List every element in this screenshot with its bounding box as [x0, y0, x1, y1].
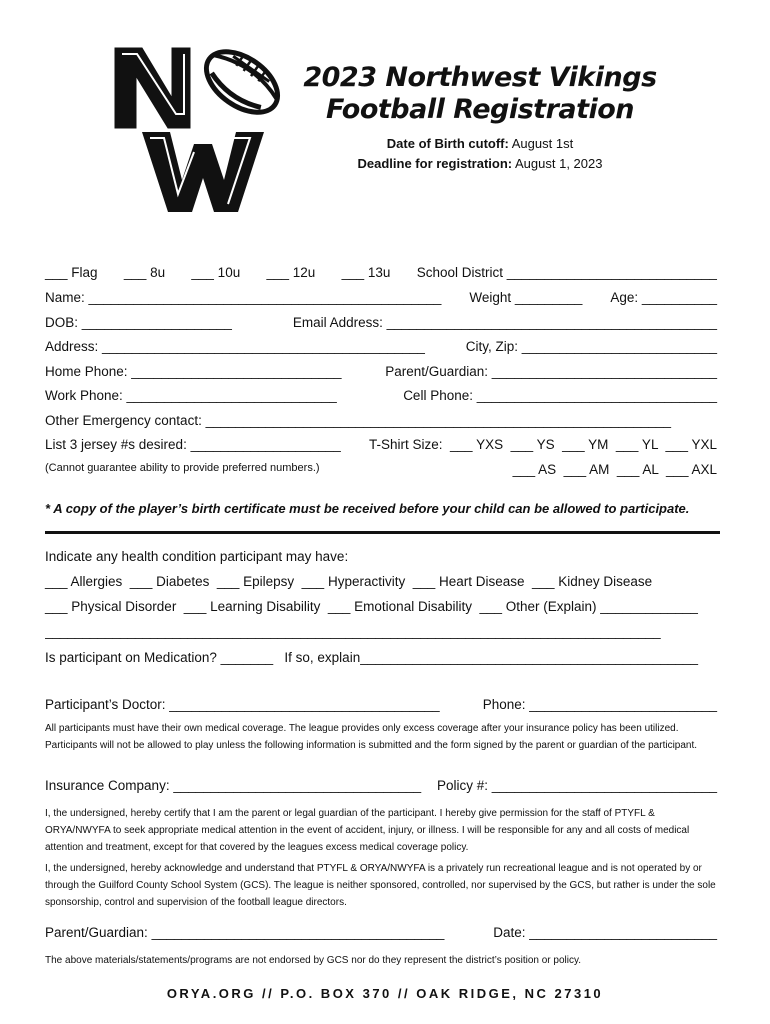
address-row — [45, 339, 717, 354]
medication-row — [45, 650, 717, 665]
deadline-label: Deadline for registration: — [357, 156, 513, 171]
medication-field[interactable]: Is participant on Medication? _______ If so, explain_____________________________________________ — [45, 650, 699, 665]
parent-guardian-field[interactable]: Parent/Guardian: ______________________________ — [385, 364, 717, 379]
8u-option[interactable]: ___ 8u — [123, 265, 166, 280]
email-field[interactable]: Email Address: ____________________________________________ — [292, 315, 717, 330]
signature-row — [45, 925, 717, 940]
footer-contact: ORYA.ORG // P.O. BOX 370 // OAK RIDGE, NC 27310 — [166, 986, 604, 1001]
coverage-paragraph: All participants must have their own medical coverage. The league provides only excess coverage after your insurance policy has been utilized. Participants will not be allowed to play unless the following information is submitted and the form signed by the parent or guardian of the participant. — [45, 723, 698, 751]
health-conditions-2[interactable]: ___ Physical Disorder ___ Learning Disability ___ Emotional Disability ___ Other (Explain) _____________ — [45, 599, 698, 614]
health-prompt: Indicate any health condition participant may have: — [45, 549, 349, 564]
deadline-value: August 1, 2023 — [515, 156, 603, 171]
acknowledge-paragraph: I, the undersigned, hereby acknowledge and understand that PTYFL & ORYA/NWYFA is a privately run recreational league and is not operated by or through the Guilford County School System (GCS). The league is neither sponsored, controlled, nor supervised by the GCS, but rather is under the sole sponsorship, control and supervision of the football league directors. — [45, 863, 716, 908]
explain-blank-row — [45, 624, 717, 639]
doctor-field[interactable]: Participant’s Doctor: ____________________________________ — [45, 697, 440, 712]
name-row — [45, 290, 717, 305]
title-line-1: 2023 Northwest Vikings — [303, 62, 657, 93]
division-row — [45, 265, 717, 280]
health-conditions-row-1 — [45, 574, 717, 589]
jersey-numbers-field[interactable]: List 3 jersey #s desired: ____________________ — [45, 437, 341, 452]
home-phone-field[interactable]: Home Phone: ____________________________ — [45, 364, 342, 379]
jersey-note-row — [45, 462, 717, 477]
cell-phone-field[interactable]: Cell Phone: ________________________________ — [403, 388, 717, 403]
work-phone-field[interactable]: Work Phone: ____________________________ — [45, 388, 337, 403]
insurance-row — [45, 778, 717, 793]
health-prompt-row — [45, 549, 717, 564]
dob-cutoff — [290, 136, 670, 151]
disclaimer: The above materials/statements/programs are not endorsed by GCS nor do they represent the district’s position or policy. — [45, 955, 582, 966]
name-field[interactable]: Name: _______________________________________________ — [45, 290, 442, 305]
doctor-phone-field[interactable]: Phone: _________________________ — [482, 697, 717, 712]
jersey-note: (Cannot guarantee ability to provide preferred numbers.) — [45, 462, 320, 474]
form-title — [290, 62, 670, 126]
dob-label: Date of Birth cutoff: — [386, 136, 509, 151]
parent-signature-field[interactable]: Parent/Guardian: _______________________________________ — [45, 925, 445, 940]
10u-option[interactable]: ___ 10u — [191, 265, 241, 280]
dob-value: August 1st — [511, 136, 574, 151]
title-line-2: Football Registration — [325, 94, 635, 125]
12u-option[interactable]: ___ 12u — [266, 265, 316, 280]
nw-vikings-logo — [110, 40, 290, 220]
weight-field[interactable]: Weight _________ — [469, 290, 583, 305]
certify-paragraph: I, the undersigned, hereby certify that I am the parent or legal guardian of the participant. I hereby give permission for the staff of PTYFL & ORYA/NWYFA to seek appropriate medical attention in the event of accident, injury, or illness. I will be responsible for any and all costs of medical attention and treatment, except for that covered by the leagues excess medical coverage policy. — [45, 808, 690, 853]
section-divider — [45, 531, 720, 534]
age-field[interactable]: Age: __________ — [610, 290, 717, 305]
birth-certificate-notice: * A copy of the player’s birth certificate must be received before your child can be allowed to participate. — [45, 501, 690, 516]
health-conditions-row-2 — [45, 599, 717, 614]
emergency-contact-field[interactable]: Other Emergency contact: ______________________________________________________________ — [45, 413, 672, 428]
work-phone-row — [45, 388, 717, 403]
tshirt-youth-sizes[interactable]: T-Shirt Size: ___ YXS ___ YS ___ YM ___ YL ___ YXL — [369, 437, 717, 452]
dob-row — [45, 315, 717, 330]
dob-field[interactable]: DOB: ____________________ — [45, 315, 232, 330]
jersey-row — [45, 437, 717, 452]
signature-date-field[interactable]: Date: _________________________ — [493, 925, 717, 940]
explain-blank-line[interactable]: __________________________________________________________________________________ — [45, 624, 661, 639]
address-field[interactable]: Address: ___________________________________________ — [45, 339, 425, 354]
home-phone-row — [45, 364, 717, 379]
registration-deadline — [290, 156, 670, 171]
school-district-field[interactable]: School District ____________________________ — [416, 265, 717, 280]
tshirt-adult-sizes[interactable]: ___ AS ___ AM ___ AL ___ AXL — [512, 462, 717, 477]
flag-option[interactable]: ___ Flag — [45, 265, 98, 280]
city-zip-field[interactable]: City, Zip: __________________________ — [465, 339, 717, 354]
health-conditions-1[interactable]: ___ Allergies ___ Diabetes ___ Epilepsy ___ Hyperactivity ___ Heart Disease ___ Kidney Disease — [45, 574, 653, 589]
emergency-contact-row — [45, 413, 717, 428]
policy-number-field[interactable]: Policy #: ______________________________ — [436, 778, 717, 793]
doctor-row — [45, 697, 717, 712]
insurance-company-field[interactable]: Insurance Company: _________________________________ — [45, 778, 422, 793]
13u-option[interactable]: ___ 13u — [341, 265, 391, 280]
